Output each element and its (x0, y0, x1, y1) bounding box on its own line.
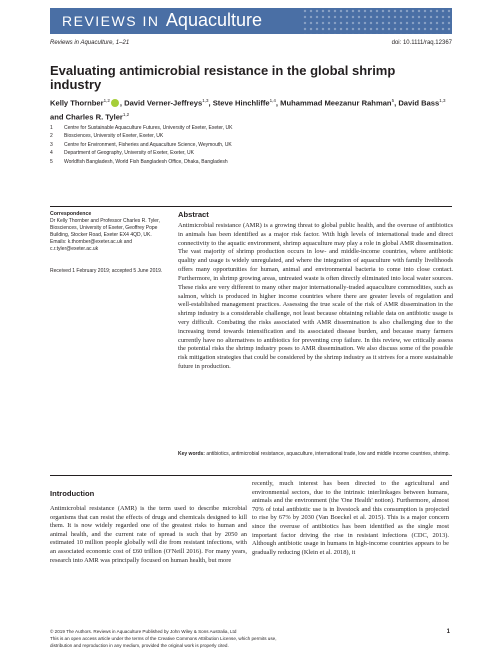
abstract-heading: Abstract (178, 210, 209, 219)
section-divider (50, 206, 452, 207)
affiliation-item (50, 141, 452, 149)
affiliation-number: 5 (50, 158, 53, 165)
affiliation-text: Centre for Environment, Fisheries and Aquaculture Science, Weymouth, UK (64, 141, 232, 148)
author-name: Kelly Thornber (50, 98, 104, 108)
affiliation-item (50, 158, 452, 166)
page-footer (50, 629, 452, 649)
banner-journal-title: Aquaculture (165, 10, 262, 30)
affiliation-item (50, 132, 452, 140)
author-affiliation-marker: 1,4 (269, 98, 276, 103)
banner-reviews-in: REVIEWS IN (62, 13, 160, 29)
orcid-icon[interactable] (111, 99, 119, 107)
affiliation-text: Worldfish Bangladesh, World Fish Bangladesh Office, Dhaka, Bangladesh (64, 158, 228, 165)
affiliation-item (50, 149, 452, 157)
abstract-text: Antimicrobial resistance (AMR) is a growing threat to global public health, and the overuse of antibiotics in animals has been identified as a major risk factor. With high levels of international trade and direct connectivity to the aquatic environment, shrimp aquaculture may play a role in global AMR dissemination. The vast majority of shrimp production occurs in low- and middle-income countries, where antibiotic quality and usage is widely unregulated, and where the integration of aquaculture with family livelihoods offers many opportunities for human, animal and environmental bacteria to come into close contact. Furthermore, in shrimp growing areas, untreated waste is often directly eliminated into local water sources. These risks are very different to many other major internationally-traded aquaculture commodities, such as salmon, which is produced in higher income countries where there are greater levels of regulation and well-established management practices. Assessing the true scale of the risk of AMR dissemination in the shrimp industry is a considerable challenge, not least because obtaining reliable data on antibiotic usage is very difficult. Combating the risks associated with AMR dissemination is also challenging due to the increasing trend towards intensification and its associated disease burden, and because many farmers currently have no alternatives to antibiotics for preventing crop failure. In this review, we critically assess the potential risks the shrimp industry poses to AMR dissemination. We also discuss some of the possible risk mitigation strategies that could be considered by the shrimp industry as it strives for a more sustainable future in production. (178, 222, 453, 370)
author-name: Charles R. Tyler (65, 112, 123, 122)
affiliation-number: 1 (50, 125, 53, 131)
author-affiliation-marker: 1,2 (103, 98, 110, 103)
author-name: Steve Hinchliffe (212, 98, 270, 108)
running-head-journal: Reviews in Aquaculture, 1–21 (50, 40, 130, 46)
copyright-line: © 2019 The Authors. Reviews in Aquaculture Published by John Wiley & Sons Australia, Ltd (50, 629, 237, 634)
author-separator: , (394, 98, 399, 108)
author-separator: , (208, 98, 213, 108)
author-separator: , (275, 98, 281, 108)
correspondence-text: Dr Kelly Thornber and Professor Charles R. Tyler, Biosciences, University of Exeter, Geoffrey Pope Building, Stocker Road, Exeter EX4 4QD, UK. Emails: k.thornber@exeter.ac.uk and c.r.tyler@exeter.ac.uk (50, 218, 160, 253)
journal-banner (50, 8, 452, 34)
author-affiliation-marker: 1,2 (122, 111, 130, 117)
section-divider (50, 475, 452, 476)
affiliation-list (50, 124, 452, 166)
affiliation-number: 3 (50, 141, 53, 148)
correspondence-block (50, 211, 168, 254)
author-affiliation-marker: 5 (391, 98, 395, 103)
license-line: distribution and reproduction in any medium, provided the original work is properly cited. (50, 642, 229, 648)
article-title: Evaluating antimicrobial resistance in the global shrimp industry (50, 63, 396, 92)
keywords-text: antibiotics, antimicrobial resistance, aquaculture, international trade, low and middle income countries, shrimp. (206, 451, 450, 457)
affiliation-number: 4 (50, 150, 53, 157)
license-line: This is an open access article under the terms of the Creative Commons Attribution License, which permits use, (50, 635, 277, 641)
author-separator: , (119, 98, 125, 108)
journal-name (62, 10, 262, 31)
page-number: 1 (446, 629, 450, 635)
author-name: David Verner-Jeffreys (124, 98, 203, 108)
affiliation-text: Department of Geography, University of Exeter, Exeter, UK (64, 150, 194, 157)
affiliation-item (50, 124, 452, 132)
author-affiliation-marker: 1,3 (202, 98, 209, 103)
introduction-column-1: Antimicrobial resistance (AMR) is the term used to describe microbial organisms that can resist the effects of drugs and chemicals designed to kill them. It is now widely regarded one of the greatest risks to human and animal health, and the current rate of spread is such that by 2050 an estimated 10 million people globally will die from resistant infections, with an associated economic cost of £60 trillion (O'Neill 2016). For many years, research into AMR was principally focused on human health, but more (50, 505, 247, 564)
author-separator: and (50, 112, 66, 122)
running-head-doi: doi: 10.1111/raq.12367 (391, 40, 452, 46)
abstract-block (178, 210, 453, 372)
author-name: David Bass (398, 98, 440, 108)
author-affiliation-marker: 1,3 (439, 98, 446, 103)
affiliation-number: 2 (50, 133, 53, 140)
author-list (50, 95, 452, 122)
keywords-heading: Key words: (178, 451, 205, 457)
author-name: Muhammad Meezanur Rahman (280, 98, 392, 108)
dates-block: Received 1 February 2019; accepted 5 June 2019. (50, 268, 163, 274)
introduction-heading: Introduction (50, 489, 95, 498)
keywords-block (178, 451, 453, 458)
correspondence-heading: Correspondence (50, 211, 92, 217)
introduction-column-2: recently, much interest has been directed to the agricultural and environmental sectors, due to the intrinsic interlinkages between humans, animals and the environment (the 'One Health' notion). Furthermore, almost 70% of total antibiotic use is in livestock and this consumption is projected to rise by 67% by 2030 (Van Boeckel et al. 2015). This is a major concern since the overuse of antibiotics has been identified as the single most important factor driving the rise in resistant infections (CDC, 2013). Although antibiotic usage in humans in high-income countries appears to be gradually reducing (Klein et al. 2018), it (252, 480, 449, 556)
affiliation-text: Centre for Sustainable Aquaculture Futures, University of Exeter, Exeter, UK (64, 125, 233, 131)
banner-dot-pattern (302, 8, 452, 34)
affiliation-text: Biosciences, University of Exeter, Exeter, UK (64, 133, 164, 140)
